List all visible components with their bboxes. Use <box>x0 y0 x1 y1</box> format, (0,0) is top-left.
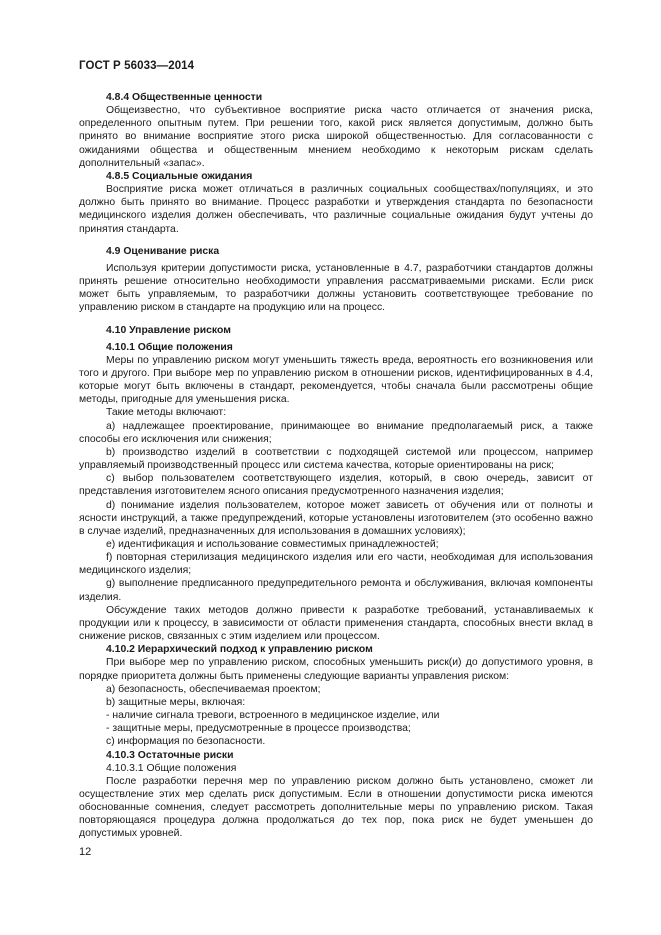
list-item: e) идентификация и использование совместимых принадлежностей; <box>106 539 439 550</box>
list-item: a) надлежащее проектирование, принимающее во внимание предполагаемый риск, а также способы его исключения или снижения; <box>79 420 593 445</box>
list-item: b) производство изделий в соответствии с подходящей системой или процессом, например управляемый производственный процесс или система качества, которые ориентированы на риск; <box>79 446 593 472</box>
list-intro: Такие методы включают: <box>106 407 227 419</box>
paragraph: Обсуждение таких методов должно привести к разработке требований, устанавливаемых к продукции или к процессу, в зависимости от области применения стандарта, способных внести вклад в снижение рисков, связанных с этим изделием или процессом. <box>79 604 593 643</box>
section-heading: 4.8.4 Общественные ценности <box>106 92 263 103</box>
list-item: g) выполнение предписанного предупредительного ремонта и обслуживания, включая компоненты изделия. <box>79 578 593 603</box>
list-item: - защитные меры, предусмотренные в процессе производства; <box>106 723 411 735</box>
section-4-10-1 <box>79 341 593 644</box>
section-heading: 4.10 Управление риском <box>106 324 231 336</box>
document-header: ГОСТ Р 56033—2014 <box>79 60 195 72</box>
paragraph: Используя критерии допустимости риска, установленные в 4.7, разработчики стандартов должны принять решение относительно необходимости управления рассматриваемыми рисками. Если риск может быть управляемым, то разработчики должны установить соответствующее требование по управлению риском в стандарте на продукцию или на процесс. <box>79 262 593 314</box>
section-heading: 4.8.5 Социальные ожидания <box>106 170 253 182</box>
section-4-8-5 <box>79 170 593 236</box>
paragraph: Меры по управлению риском могут уменьшить тяжесть вреда, вероятность его возникновения или того и другого. При выборе мер по управлению риском в отношении рисков, идентифицированных в 4.4, которые могут быть включены в стандарт, рекомендуется, чтобы сначала были рассмотрены общие методы, пригодные для уменьшения риска. <box>79 354 593 406</box>
section-4-10-3 <box>79 749 593 762</box>
list-item: d) понимание изделия пользователем, которое может зависеть от обучения или от полноты и ясности инструкций, а также предупреждений, которые установлены изготовителем (это особенно важно в случае изделий, предназначенных для использования в домашних условиях); <box>79 499 593 537</box>
section-4-10-3-1 <box>79 762 593 841</box>
section-heading: 4.9 Оценивание риска <box>106 245 220 257</box>
section-4-10-2 <box>79 643 593 748</box>
paragraph: Общеизвестно, что субъективное восприятие риска часто отличается от значения риска, определенного опытным путем. При решении того, какой риск является допустимым, должно быть принято во внимание восприятие этого риска широкой общественностью. Для согласованности с ожиданиями общества и общественным мнением необходимо к некоторым рискам сделать дополнительный «запас». <box>79 105 593 169</box>
section-4-8-4 <box>79 91 593 170</box>
subsection-heading: 4.10.3.1 Общие положения <box>106 762 237 774</box>
section-heading: 4.10.3 Остаточные риски <box>106 749 234 761</box>
list-item: c) информация по безопасности. <box>106 736 266 748</box>
section-heading: 4.10.1 Общие положения <box>106 341 233 353</box>
list-item: - наличие сигнала тревоги, встроенного в медицинское изделие, или <box>106 710 440 722</box>
page-number: 12 <box>79 846 92 858</box>
paragraph: При выборе мер по управлению риском, способных уменьшить риск(и) до допустимого уровня, в порядке приоритета должны быть применены следующие варианты управления риском: <box>79 657 593 682</box>
list-item: a) безопасность, обеспечиваемая проектом; <box>106 683 321 695</box>
section-heading: 4.10.2 Иерархический подход к управлению риском <box>106 644 373 656</box>
document-body <box>79 91 593 841</box>
paragraph: Восприятие риска может отличаться в различных социальных сообществах/популяциях, и это должно быть принято во внимание. Процесс разработки и утверждения стандарта по безопасности медицинского изделия должен обеспечивать, что различные социальные ожидания будут учтены до принятия стандарта. <box>79 184 593 235</box>
list-item: f) повторная стерилизация медицинского изделия или его части, необходимая для использования медицинского изделия; <box>79 552 593 577</box>
list-item: c) выбор пользователем соответствующего изделия, который, в свою очередь, зависит от представления изготовителем ясного описания предусмотренного назначения изделия; <box>79 473 593 498</box>
section-4-9 <box>79 245 593 315</box>
paragraph: После разработки перечня мер по управлению риском должно быть установлено, сможет ли осуществление этих мер сделать риск допустимым. Если в отношении допустимости риска имеются обоснованные сомнения, следует рассмотреть дополнительные меры по управлению риском. Такая повторяющаяся процедура должна продолжаться до тех пор, пока риск не будет уменьшен до допустимых уровней. <box>79 775 593 840</box>
list-item: b) защитные меры, включая: <box>106 696 246 708</box>
section-4-10 <box>79 324 593 337</box>
